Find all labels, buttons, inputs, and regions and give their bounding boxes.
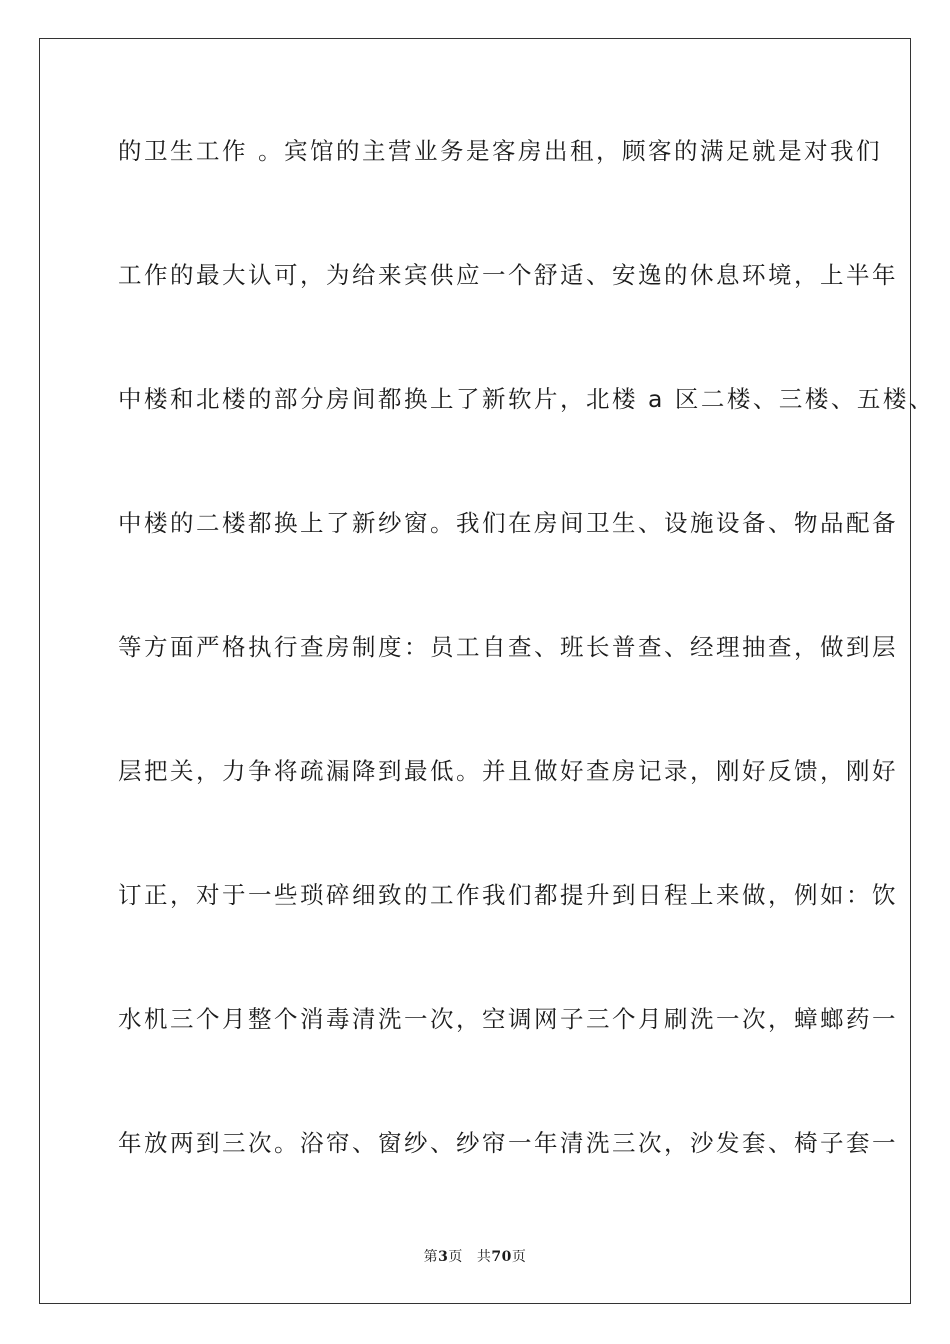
page-suffix: 页 [448, 1249, 463, 1265]
text-line-4: 中楼的二楼都换上了新纱窗。我们在房间卫生、设施设备、物品配备 [118, 509, 898, 537]
text-line-2: 工作的最大认可，为给来宾供应一个舒适、安逸的休息环境，上半年 [118, 261, 898, 289]
text-line-6: 层把关，力争将疏漏降到最低。并且做好查房记录，刚好反馈，刚好 [118, 757, 898, 785]
total-pages: 70 [491, 1249, 512, 1265]
page-frame [39, 38, 935, 1304]
text-line-3: 中楼和北楼的部分房间都换上了新软片，北楼 a 区二楼、三楼、五楼、 [118, 385, 935, 413]
page-prefix: 第 [423, 1249, 439, 1265]
total-prefix: 共 [476, 1249, 492, 1265]
page-number: 3 [438, 1249, 449, 1265]
text-line-9: 年放两到三次。浴帘、窗纱、纱帘一年清洗三次，沙发套、椅子套一 [118, 1129, 898, 1157]
text-line-8: 水机三个月整个消毒清洗一次，空调网子三个月刷洗一次，蟑螂药一 [118, 1005, 898, 1033]
text-line-5: 等方面严格执行查房制度：员工自查、班长普查、经理抽查，做到层 [118, 633, 898, 661]
page-footer [40, 1246, 910, 1266]
body-text [40, 39, 935, 1303]
text-line-1: 的卫生工作 。宾馆的主营业务是客房出租，顾客的满足就是对我们 [118, 137, 882, 165]
total-suffix: 页 [511, 1249, 527, 1265]
text-line-7: 订正，对于一些琐碎细致的工作我们都提升到日程上来做，例如：饮 [118, 881, 898, 909]
